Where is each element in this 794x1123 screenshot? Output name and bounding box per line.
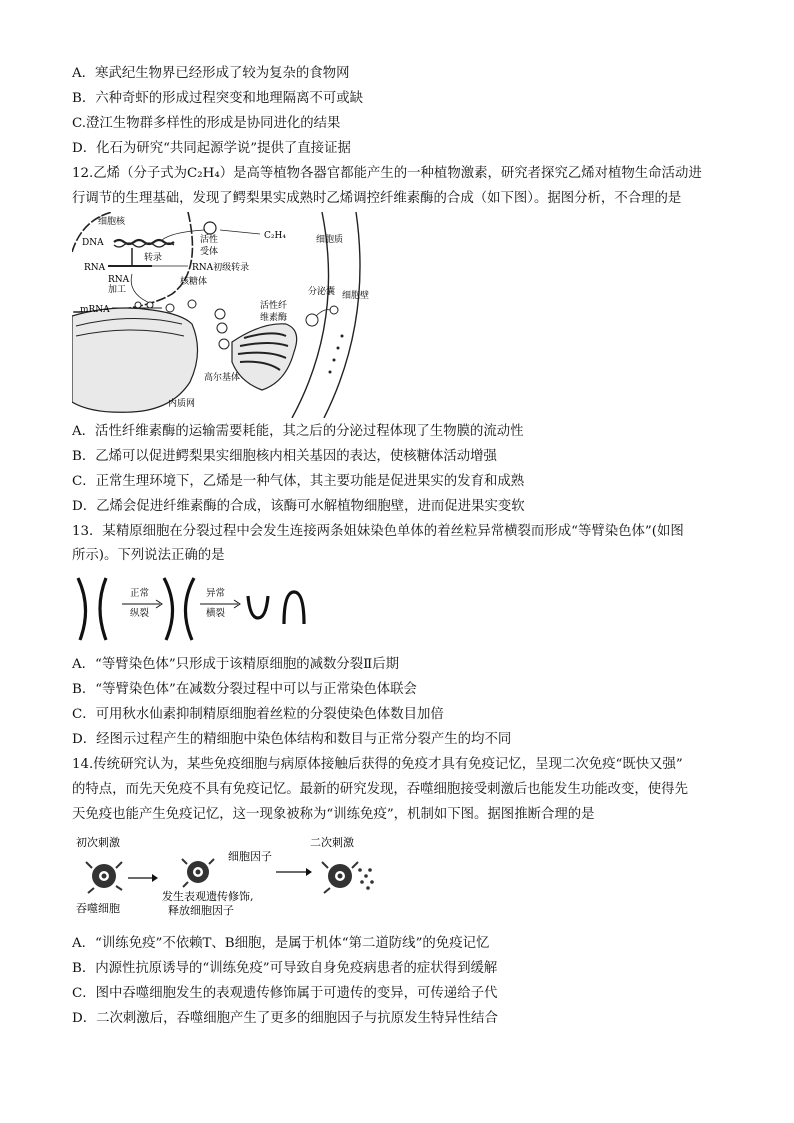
phagocyte-cell-2 [182, 859, 214, 887]
q11-option-a: A．寒武纪生物界已经形成了较为复杂的食物网 [72, 66, 350, 81]
label-ribosome: 核糖体 [180, 277, 208, 287]
q14-trained-immunity-diagram [72, 830, 382, 920]
q11-option-b: B．六种奇虾的形成过程突变和地理隔离不可或缺 [72, 91, 364, 106]
label-first-stimulus: 初次刺激 [76, 836, 120, 849]
phagocyte-cell-3 [322, 862, 374, 893]
q12-option-a: A．活性纤维素酶的运输需要耗能，其之后的分泌过程体现了生物膜的流动性 [72, 424, 524, 439]
label-transcription: 转录 [144, 253, 163, 263]
q12-stem-line1: 12.乙烯（分子式为C₂H₄）是高等植物各器官都能产生的一种植物激素，研究者探究乙烯对植物生命活动进 [72, 166, 702, 181]
label-second-stimulus: 二次刺激 [310, 836, 354, 849]
label-cellwall: 细胞壁 [342, 291, 370, 301]
label-epigenetic-2: 释放细胞因子 [168, 904, 234, 917]
q13-chromosome-diagram [72, 574, 312, 644]
q14-stem-line1: 14.传统研究认为，某些免疫细胞与病原体接触后获得的免疫才具有免疫记忆，呈现二次免疫“既快又强” [72, 757, 683, 772]
chromosome-left [78, 578, 106, 640]
label-vesicle: 分泌囊 [308, 287, 336, 297]
label-golgi: 高尔基体 [204, 373, 241, 383]
label-dna: DNA [82, 238, 104, 248]
label-normal-1: 正常 [130, 588, 150, 599]
label-abnormal-2: 横裂 [206, 608, 226, 619]
q13-option-d: D．经图示过程产生的精细胞中染色体结构和数目与正常分裂产生的均不同 [72, 732, 512, 747]
label-phagocyte: 吞噬细胞 [76, 902, 120, 915]
isochromosome-u [248, 596, 268, 618]
q14-option-a: A．“训练免疫”不依赖T、B细胞，是属于机体“第二道防线”的免疫记忆 [72, 936, 490, 951]
dna-helix [114, 240, 174, 244]
q13-stem-line1: 13．某精原细胞在分裂过程中会发生连接两条姐妹染色单体的着丝粒异常横裂而形成“等臂染色体”(如图 [72, 524, 684, 539]
q13-stem-line2: 所示)。下列说法正确的是 [72, 548, 225, 563]
label-active-1: 活性 [200, 235, 219, 245]
label-cellulase-2: 维素酶 [260, 313, 288, 323]
q14-option-c: C．图中吞噬细胞发生的表观遗传修饰属于可遗传的变异，可传递给子代 [72, 986, 498, 1001]
phagocyte-cell-1 [86, 862, 122, 893]
label-rna-processing-2: 加工 [108, 285, 127, 295]
label-active-2: 受体 [200, 247, 219, 257]
label-rna-processing-1: RNA [108, 275, 130, 285]
vesicle [215, 309, 225, 319]
label-epigenetic-1: 发生表观遗传修饰, [162, 890, 254, 903]
label-c2h4: C₂H₄ [264, 231, 286, 241]
q12-option-c: C．正常生理环境下，乙烯是一种气体，其主要功能是促进果实的发育和成熟 [72, 474, 525, 489]
q13-option-a: A．“等臂染色体”只形成于该精原细胞的减数分裂Ⅱ后期 [72, 657, 400, 672]
q14-stem-line2: 的特点，而先天免疫不具有免疫记忆。最新的研究发现，吞噬细胞接受刺激后也能发生功能改变，使得先 [72, 782, 688, 797]
label-abnormal-1: 异常 [206, 588, 226, 599]
q11-option-d: D．化石为研究“共同起源学说”提供了直接证据 [72, 141, 351, 156]
chromosome-middle [164, 578, 194, 640]
isochromosome-n [284, 592, 304, 624]
label-er: 内质网 [168, 399, 196, 409]
q14-option-b: B．内源性抗原诱导的“训练免疫”可导致自身免疫病患者的症状得到缓解 [72, 961, 498, 976]
label-cytoplasm: 细胞质 [316, 235, 344, 245]
label-nucleus: 细胞核 [98, 217, 126, 227]
q14-option-d: D．二次刺激后，吞噬细胞产生了更多的细胞因子与抗原发生特异性结合 [72, 1011, 498, 1026]
label-mrna: mRNA [80, 305, 110, 315]
q12-stem-line2: 行调节的生理基础，发现了鳄梨果实成熟时乙烯调控纤维素酶的合成（如下图）。据图分析，不合理的是 [72, 191, 682, 206]
q12-option-b: B．乙烯可以促进鳄梨果实细胞核内相关基因的表达，使核糖体活动增强 [72, 449, 497, 464]
q13-option-b: B．“等臂染色体”在减数分裂过程中可以与正常染色体联会 [72, 682, 417, 697]
active-receptor [204, 222, 216, 234]
label-rna-primary: RNA初级转录 [192, 263, 250, 273]
q14-stem-line3: 天免疫也能产生免疫记忆，这一现象被称为“训练免疫”，机制如下图。据图推断合理的是 [72, 807, 595, 822]
q12-option-d: D．乙烯会促进纤维素酶的合成，该酶可水解植物细胞壁，进而促进果实变软 [72, 499, 525, 514]
label-cellulase-1: 活性纤 [260, 301, 288, 311]
label-cytokine: 细胞因子 [228, 850, 272, 863]
q13-option-c: C．可用秋水仙素抑制精原细胞着丝粒的分裂使染色体数目加倍 [72, 707, 444, 722]
q12-cell-diagram [72, 212, 372, 418]
q11-option-c: C.澄江生物群多样性的形成是协同进化的结果 [72, 116, 341, 131]
label-normal-2: 纵裂 [130, 608, 150, 619]
label-rna: RNA [84, 263, 106, 273]
